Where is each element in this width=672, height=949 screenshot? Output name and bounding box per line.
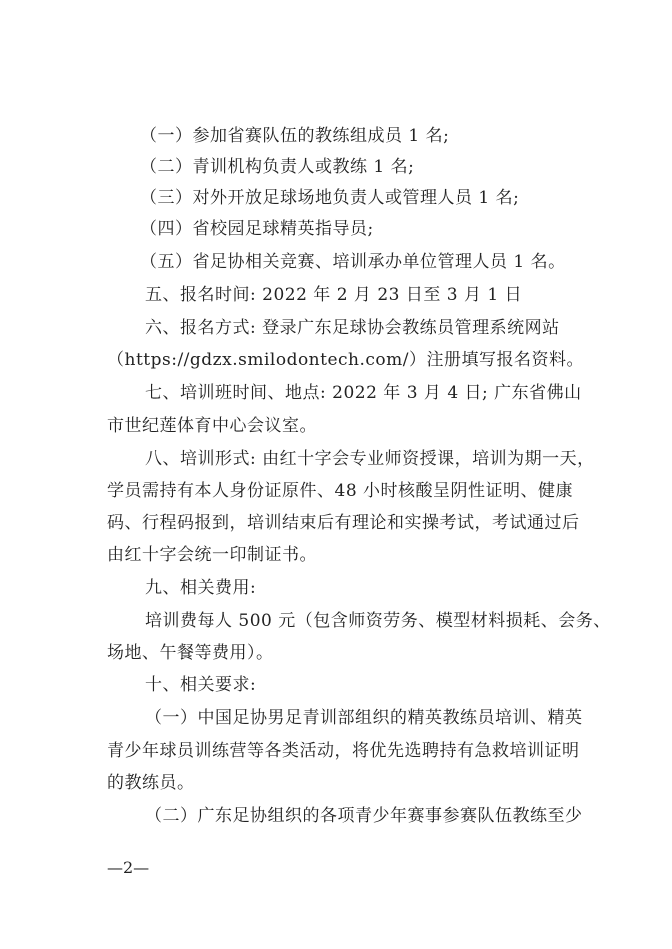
page-number: —2— [107,858,150,877]
list-item-5: （五）省足协相关竞赛、培训承办单位管理人员 1 名。 [140,252,566,272]
section-registration-method: 六、报名方式: 登录广东足球协会教练员管理系统网站 [145,318,560,338]
list-item-3: （三）对外开放足球场地负责人或管理人员 1 名; [140,188,520,208]
list-item-1: （一）参加省赛队伍的教练组成员 1 名; [140,126,450,146]
section-training-form-cont-1: 学员需持有本人身份证原件、48 小时核酸呈阴性证明、健康 [107,481,574,501]
section-registration-time: 五、报名时间: 2022 年 2 月 23 日至 3 月 1 日 [145,285,523,305]
section-fees: 九、相关费用: [145,578,257,598]
section-time-location: 七、培训班时间、地点: 2022 年 3 月 4 日; 广东省佛山 [145,383,582,403]
requirement-1: （一）中国足协男足青训部组织的精英教练员培训、精英 [145,708,583,728]
section-training-form: 八、培训形式: 由红十字会专业师资授课，培训为期一天， [145,449,595,469]
registration-website: （https://gdzx.smilodontech.com/）注册填写报名资料。 [107,350,585,370]
requirement-2: （二）广东足协组织的各项青少年赛事参赛队伍教练至少 [145,806,583,826]
section-fees-detail: 培训费每人 500 元（包含师资劳务、模型材料损耗、会务、 [145,611,611,631]
section-training-form-cont-2: 码、行程码报到，培训结束后有理论和实操考试，考试通过后 [107,513,580,533]
requirement-1-cont-1: 青少年球员训练营等各类活动，将优先选聘持有急救培训证明 [107,741,580,761]
list-item-2: （二）青训机构负责人或教练 1 名; [140,157,415,177]
list-item-4: （四）省校园足球精英指导员; [140,219,374,239]
section-requirements: 十、相关要求: [145,675,257,695]
section-fees-detail-cont: 场地、午餐等费用）。 [107,643,274,663]
section-training-form-cont-3: 由红十字会统一印制证书。 [107,545,317,565]
section-time-location-cont: 市世纪莲体育中心会议室。 [107,416,317,436]
requirement-1-cont-2: 的教练员。 [107,773,195,793]
